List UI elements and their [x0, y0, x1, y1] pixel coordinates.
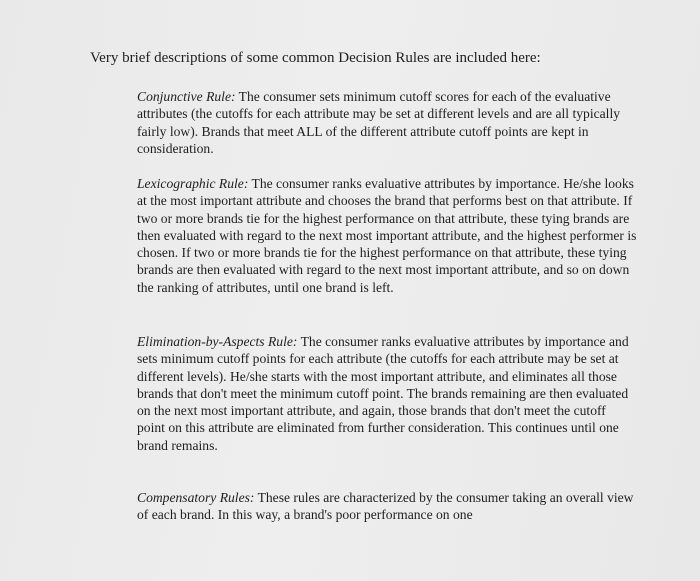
rule-name: Lexicographic Rule:: [137, 176, 249, 191]
rule-name: Elimination-by-Aspects Rule:: [137, 334, 298, 349]
lexicographic-rule-paragraph: [137, 175, 637, 296]
elimination-by-aspects-rule-paragraph: [137, 333, 637, 454]
rule-description: These rules are characterized by the consumer taking an overall view of each brand. In this way, a brand's poor performance on one: [137, 490, 634, 523]
intro-text: Very brief descriptions of some common Decision Rules are included here:: [90, 50, 541, 66]
rule-name: Compensatory Rules:: [137, 490, 255, 505]
rule-description: The consumer sets minimum cutoff scores for each of the evaluative attributes (the cutoffs for each attribute may be set at different levels and are all typically fairly low). Brands that meet ALL of the different attribute cutoff points are kept in consideration.: [137, 89, 621, 156]
rule-description: The consumer ranks evaluative attributes by importance and sets minimum cutoff points for each attribute (the cutoffs for each attribute may be set at different levels). He/she starts with the most important attribute, and eliminates all those brands that don't meet the minimum cutoff point. The brands remaining are then evaluated on the next most important attribute, and again, those brands that don't meet the cutoff point on this attribute are eliminated from further consideration. This continues until one brand remains.: [137, 334, 629, 453]
conjunctive-rule-paragraph: [137, 88, 637, 157]
compensatory-rules-paragraph: [137, 489, 637, 524]
rule-description: The consumer ranks evaluative attributes by importance. He/she looks at the most important attribute and chooses the brand that performs best on that attribute. If two or more brands tie for the highest performance on that attribute, these tying brands are then evaluated with regard to the next most important attribute, and the highest performer is chosen. If two or more brands tie for the highest performance on that attribute, these tying brands are then evaluated with regard to the next most important attribute, and so on down the ranking of attributes, until one brand is left.: [137, 176, 637, 295]
rule-name: Conjunctive Rule:: [137, 89, 236, 104]
